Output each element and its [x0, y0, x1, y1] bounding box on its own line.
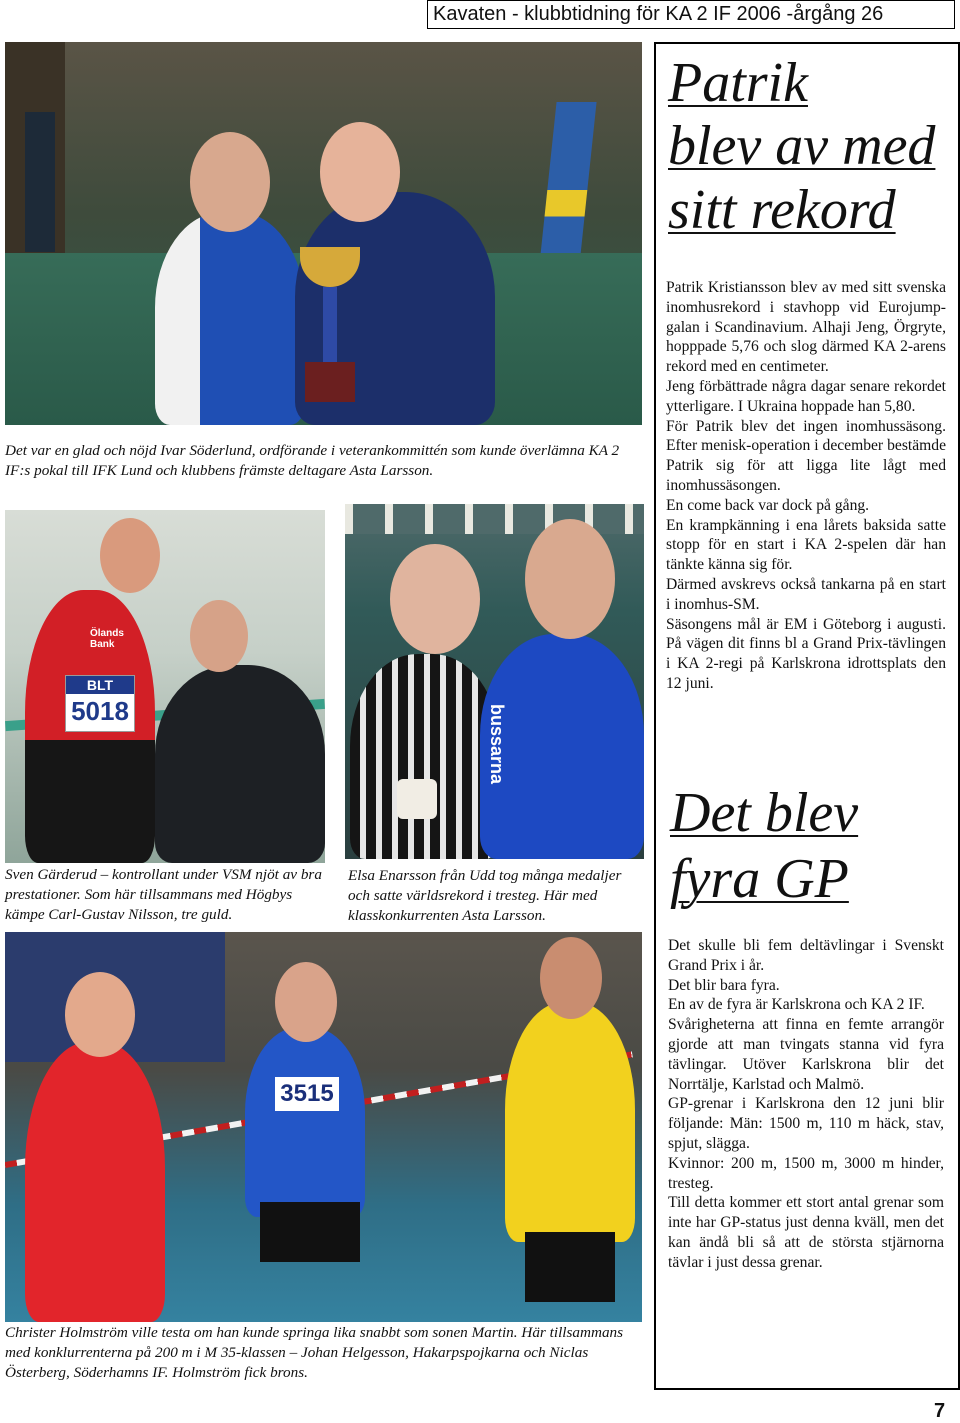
headline1-line3 — [668, 179, 935, 242]
article2-paragraph: Svårigheterna att finna en femte arrangör gjorde att man tvingats stanna vid fyra tävlingar. Utöver Karlskrona blir det Norrtälje, Karlstad och Malmö. — [668, 1016, 944, 1093]
article1-paragraph: För Patrik blev det ingen inomhussäsong. Efter menisk-operation i december bestämde Patrik sig för att ligga lite lågt med inomhussäsongen. — [666, 417, 946, 494]
window — [25, 112, 55, 252]
black-shorts-2 — [525, 1232, 615, 1302]
coffee-mug-icon — [397, 779, 437, 819]
person-niclas-osterberg — [505, 1002, 635, 1242]
person-christer-holmstrom — [25, 1042, 165, 1322]
head-christer — [65, 972, 135, 1057]
article2-paragraph: En av de fyra är Karlskrona och KA 2 IF. — [668, 996, 925, 1014]
head-elsa — [390, 544, 480, 654]
holmstrom-photo — [5, 932, 642, 1322]
page-number: 7 — [934, 1400, 946, 1422]
article1-paragraph: En come back var dock på gång. — [666, 496, 870, 514]
trophy-photo — [5, 42, 642, 425]
article2-headline — [670, 780, 858, 912]
garderud-photo — [5, 510, 325, 863]
headline1-text1: Patrik — [668, 52, 808, 114]
trophy-stem — [323, 287, 337, 367]
headline1-text2: blev av med — [668, 115, 936, 178]
shirt-text-bussarna: bussarna — [487, 704, 507, 785]
headline2-line1 — [670, 780, 858, 846]
headline2-text1: Det blev — [670, 782, 859, 844]
black-shorts — [260, 1202, 360, 1262]
article1-paragraph: Patrik Kristiansson blev av med sitt svenska inomhusrekord i stavhopp vid Eurojump-galan i Scandinavium. Alhaji Jeng, Örgryte, hopppade 5,76 och slog därmed KA 2-arens rekord med en centimeter. — [666, 279, 946, 376]
article1-paragraph: En krampkänning i ena lårets baksida satte stopp för en start i KA 2-spelen där han tänkte känna sig för. — [666, 516, 946, 574]
person-johan-helgesson — [245, 1027, 365, 1217]
article2-body — [668, 936, 944, 1273]
trophy-base — [305, 362, 355, 402]
head-niclas — [540, 937, 602, 1019]
garderud-caption: Sven Gärderud – kontrollant under VSM njöt av bra prestationer. Som här tillsammans med Högbys kämpe Carl-Gustav Nilsson, tre guld. — [5, 866, 322, 923]
head-sven — [100, 518, 160, 593]
article2-paragraph: GP-grenar i Karlskrona den 12 juni blir följande: Män: 1500 m, 110 m häck, stav, spjut, slägga. — [668, 1095, 944, 1152]
holmstrom-caption: Christer Holmström ville testa om han kunde springa lika snabbt som sonen Martin. Här tillsammans med konklurrenterna på 200 m i M 35-klassen – Johan Helgesson, Hakarpspojkarna och Niclas Österberg, Söderhamns IF. Holmström fick brons. — [5, 1324, 624, 1381]
article2-paragraph: Det skulle bli fem deltävlingar i Svenskt Grand Prix i år. — [668, 937, 944, 974]
head-johan — [275, 962, 337, 1042]
bib-sponsor: BLT — [66, 676, 134, 694]
headline1-line2 — [668, 115, 935, 178]
person-carl-gustav-nilsson — [155, 665, 325, 863]
article2-paragraph: Det blir bara fyra. — [668, 976, 780, 994]
article1-paragraph: Jeng förbättrade några dagar senare rekordet ytterligare. I Ukraina hoppade han 5,80. — [666, 377, 946, 415]
head-ivar — [320, 122, 400, 222]
bib-number: 5018 — [71, 696, 129, 726]
headline2-text2: fyra GP — [670, 848, 849, 911]
bib-number-3515: 3515 — [275, 1077, 339, 1111]
race-bib — [65, 675, 135, 732]
shirt-sponsor-text: Ölands Bank — [90, 628, 124, 650]
elsa-caption: Elsa Enarsson från Udd tog många medaljer och satte världsrekord i tresteg. Här med klasskonkurrenten Asta Larsson. — [348, 867, 622, 924]
article1-paragraph: Därmed avskrevs också tankarna på en start i inomhus-SM. — [666, 575, 946, 613]
person-elsa-enarsson — [350, 654, 500, 859]
article1-body — [666, 278, 946, 694]
headline1-text3: sitt rekord — [668, 178, 896, 241]
person-asta-larsson — [155, 212, 305, 425]
ceiling-lights — [345, 504, 644, 534]
trophy-caption: Det var en glad och nöjd Ivar Söderlund, ordförande i veterankommittén som kunde överlämna KA 2 IF:s pokal till IFK Lund och klubbens främste deltagare Asta Larsson. — [5, 442, 620, 479]
article2-paragraph: Kvinnor: 200 m, 1500 m, 3000 m hinder, tresteg. — [668, 1154, 944, 1192]
head-asta-2 — [525, 519, 615, 639]
page-header: Kavaten - klubbtidning för KA 2 IF 2006 -årgång 26 — [427, 0, 955, 29]
head-asta — [190, 132, 270, 232]
article2-paragraph: Till detta kommer ett stort antal grenar som inte har GP-status just denna kväll, men det kan ändå bli så att de största stjärnorna tävlar i just dessa grenar. — [668, 1194, 944, 1271]
article1-headline — [668, 52, 935, 242]
article1-paragraph: Säsongens mål är EM i Göteborg i augusti. På vägen dit finns bl a Grand Prix-tävlingen i KA 2-regi på Karlskrona idrottsplats den 12 juni. — [666, 615, 946, 692]
headline2-line2 — [670, 846, 858, 912]
head-carl-gustav — [190, 600, 248, 672]
headline1-line1 — [668, 52, 935, 115]
elsa-photo — [345, 504, 644, 859]
